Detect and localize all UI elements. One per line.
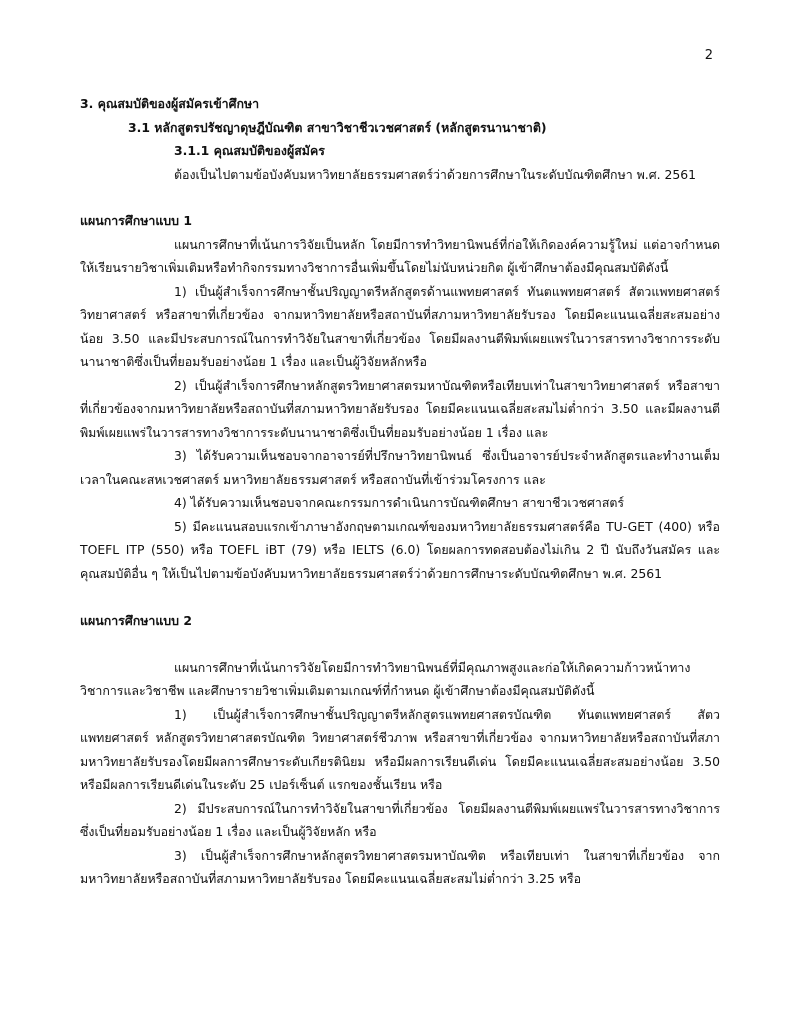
plan1-intro: แผนการศึกษาที่เน้นการวิจัยเป็นหลัก โดยมีการทำวิทยานิพนธ์ที่ก่อให้เกิดองค์ความรู้ใหม่ แต่อาจกำหนดให้เรียนรายวิชาเพิ่มเติมหรือทำกิจกรรมทางวิชาการอื่นเพิ่มขึ้นโดยไม่นับหน่วยกิต ผู้เข้าศึกษาต้องมีคุณสมบัติดังนี้ — [80, 236, 720, 275]
document-body — [80, 92, 720, 891]
section-intro: ต้องเป็นไปตามข้อบังคับมหาวิทยาลัยธรรมศาสตร์ว่าด้วยการศึกษาในระดับบัณฑิตศึกษา พ.ศ. 2561 — [174, 166, 697, 182]
plan2-item-2: 2) มีประสบการณ์ในการทำวิจัยในสาขาที่เกี่ยวข้อง โดยมีผลงานตีพิมพ์เผยแพร่ในวารสารทางวิชาการซึ่งเป็นที่ยอมรับอย่างน้อย 1 เรื่อง และเป็นผู้วิจัยหลัก หรือ — [80, 800, 720, 839]
plan2-intro: แผนการศึกษาที่เน้นการวิจัยโดยมีการทำวิทยานิพนธ์ที่มีคุณภาพสูงและก่อให้เกิดความก้าวหน้าทางวิชาการและวิชาชีพ และศึกษารายวิชาเพิ่มเติมตามเกณฑ์ที่กำหนด ผู้เข้าศึกษาต้องมีคุณสมบัติดังนี้ — [80, 659, 691, 698]
page-number: 2 — [704, 48, 713, 63]
plan1-heading: แผนการศึกษาแบบ 1 — [80, 213, 192, 228]
subsection-heading: 3.1 หลักสูตรปรัชญาดุษฎีบัณฑิต สาขาวิชาชีวเวชศาสตร์ (หลักสูตรนานาชาติ) — [128, 119, 547, 135]
plan1-item-4: 4) ได้รับความเห็นชอบจากคณะกรรมการดำเนินการบัณฑิตศึกษา สาขาชีวเวชศาสตร์ — [174, 495, 625, 510]
plan2-item-1: 1) เป็นผู้สำเร็จการศึกษาชั้นปริญญาตรีหลักสูตรแพทยศาสตรบัณฑิต ทันตแพทยศาสตร์ สัตวแพทยศาสตร์ หลักสูตรวิทยาศาสตรบัณฑิต วิทยาศาสตร์ชีวภาพ หรือสาขาที่เกี่ยวข้อง จากมหาวิทยาลัยหรือสถาบันที่สภามหาวิทยาลัยรับรองโดยมีผลการศึกษาระดับเกียรตินิยม หรือมีผลการเรียนดีเด่น โดยมีคะแนนเฉลี่ยสะสมอย่างน้อย 3.50 หรือมีผลการเรียนดีเด่นในระดับ 25 เปอร์เซ็นต์ แรกของชั้นเรียน หรือ — [80, 706, 720, 792]
subsubsection-heading: 3.1.1 คุณสมบัติของผู้สมัคร — [174, 143, 325, 158]
plan1-item-3: 3) ได้รับความเห็นชอบจากอาจารย์ที่ปรึกษาวิทยานิพนธ์ ซึ่งเป็นอาจารย์ประจำหลักสูตรและทำงานเต็มเวลาในคณะสหเวชศาสตร์ มหาวิทยาลัยธรรมศาสตร์ หรือสถาบันที่เข้าร่วมโครงการ และ — [80, 448, 720, 487]
plan2-heading: แผนการศึกษาแบบ 2 — [80, 613, 192, 628]
plan2-item-3: 3) เป็นผู้สำเร็จการศึกษาหลักสูตรวิทยาศาสตรมหาบัณฑิต หรือเทียบเท่า ในสาขาที่เกี่ยวข้อง จากมหาวิทยาลัยหรือสถาบันที่สภามหาวิทยาลัยรับรอง โดยมีคะแนนเฉลี่ยสะสมไม่ต่ำกว่า 3.25 หรือ — [80, 847, 720, 886]
plan1-item-5: 5) มีคะแนนสอบแรกเข้าภาษาอังกฤษตามเกณฑ์ของมหาวิทยาลัยธรรมศาสตร์คือ TU-GET (400) หรือ TOEFL ITP (550) หรือ TOEFL iBT (79) หรือ IELTS (6.0) โดยผลการทดสอบต้องไม่เกิน 2 ปี นับถึงวันสมัคร และคุณสมบัติอื่น ๆ ให้เป็นไปตามข้อบังคับมหาวิทยาลัยธรรมศาสตร์ว่าด้วยการศึกษาระดับบัณฑิตศึกษา พ.ศ. 2561 — [80, 518, 720, 581]
section-heading: 3. คุณสมบัติของผู้สมัครเข้าศึกษา — [80, 96, 260, 111]
plan1-item-2: 2) เป็นผู้สำเร็จการศึกษาหลักสูตรวิทยาศาสตรมหาบัณฑิตหรือเทียบเท่าในสาขาวิทยาศาสตร์ หรือสาขาที่เกี่ยวข้องจากมหาวิทยาลัยหรือสถาบันที่สภามหาวิทยาลัยรับรอง โดยมีคะแนนเฉลี่ยสะสมไม่ต่ำกว่า 3.50 และมีผลงานตีพิมพ์เผยแพร่ในวารสารทางวิชาการระดับนานาชาติซึ่งเป็นที่ยอมรับอย่างน้อย 1 เรื่อง และ — [80, 377, 720, 440]
plan1-item-1: 1) เป็นผู้สำเร็จการศึกษาชั้นปริญญาตรีหลักสูตรด้านแพทยศาสตร์ ทันตแพทยศาสตร์ สัตวแพทยศาสตร์ วิทยาศาสตร์ หรือสาขาที่เกี่ยวข้อง จากมหาวิทยาลัยหรือสถาบันที่สภามหาวิทยาลัยรับรอง โดยมีคะแนนเฉลี่ยสะสมอย่างน้อย 3.50 และมีประสบการณ์ในการทำวิจัยในสาขาที่เกี่ยวข้อง โดยมีผลงานตีพิมพ์เผยแพร่ในวารสารทางวิชาการระดับนานาชาติซึ่งเป็นที่ยอมรับอย่างน้อย 1 เรื่อง และเป็นผู้วิจัยหลักหรือ — [80, 283, 720, 369]
